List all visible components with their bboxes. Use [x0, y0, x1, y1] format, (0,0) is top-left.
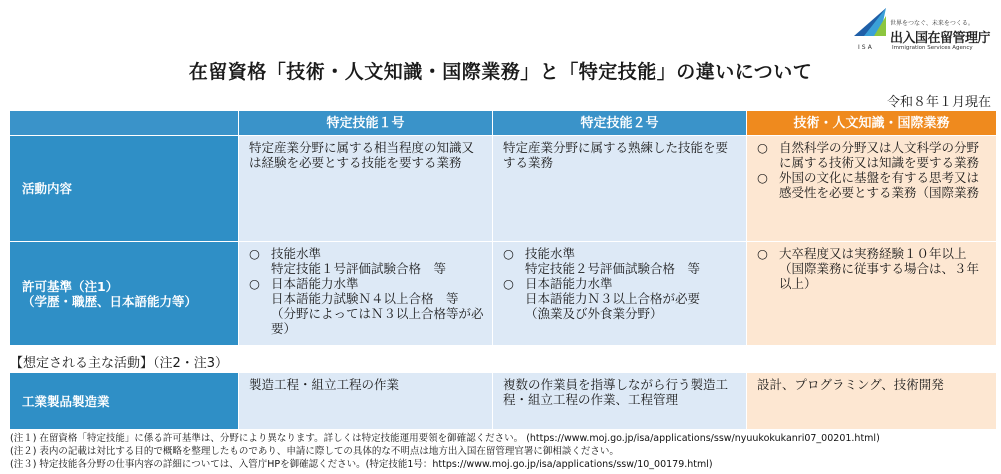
footnote-3: (注３) 特定技能各分野の仕事内容の詳細については、入管庁HPを御確認ください。(特定技能1号：https://www.moj.go.jp/isa/applications/ssw/10_00179.html) [10, 459, 713, 470]
list-item-detail: 日本語能力試験Ｎ４以上合格 等 [271, 291, 459, 306]
table-header-row [10, 111, 996, 136]
list-item-text: 大卒程度又は実務経験１０年以上（国際業務に従事する場合は、３年以上） [779, 246, 980, 291]
footnotes [10, 432, 996, 471]
isa-abbr: ISA [858, 44, 874, 51]
bullet-circle: ○ [249, 276, 260, 291]
list-item-detail: 特定技能１号評価試験合格 等 [271, 261, 447, 276]
list-item-detail: （漁業及び外食業分野） [525, 306, 663, 321]
activity-example-ssw1: 製造工程・組立工程の作業 [239, 373, 493, 430]
bullet-circle: ○ [503, 276, 514, 291]
bullet-circle: ○ [757, 246, 768, 261]
footnote-1: (注１) 在留資格「特定技能」に係る許可基準は、分野により異なります。詳しくは特定技能運用要領を御確認ください。 (https://www.moj.go.jp/isa/applications/ssw/nyuukokukanri07_00201.html) [10, 433, 880, 444]
list-item-text: 技能水準 [271, 246, 322, 261]
page-title: 在留資格「技術・人文知識・国際業務」と「特定技能」の違いについて [188, 61, 813, 83]
as-of-date: 令和８年１月現在 [886, 95, 991, 110]
list-item-text: 日本語能力水準 [271, 276, 359, 291]
table-row-permit [10, 242, 996, 346]
list-item-detail: 特定技能２号評価試験合格 等 [525, 261, 701, 276]
permit-engineer [747, 242, 996, 346]
agency-slogan: 世界をつなぐ、未来をつくる。 [890, 20, 974, 27]
agency-name: 出入国在留管理庁 [890, 31, 991, 46]
list-item-text: 日本語能力水準 [525, 276, 613, 291]
permit-ssw1 [239, 242, 493, 346]
isa-logo-icon [850, 6, 890, 46]
activity-ssw2: 特定産業分野に属する熟練した技能を要する業務 [493, 136, 747, 242]
header-engineer: 技術・人文知識・国際業務 [747, 111, 996, 136]
table-row [10, 373, 996, 430]
list-item [249, 246, 484, 261]
header-ssw2: 特定技能２号 [493, 111, 747, 136]
bullet-circle: ○ [503, 246, 514, 261]
agency-logo [850, 6, 1000, 52]
list-item [249, 276, 484, 291]
list-item [757, 246, 988, 291]
list-item-detail: 日本語能力Ｎ３以上合格が必要 [525, 291, 701, 306]
footnote-2: (注２) 表内の記載は対比する目的で概略を整理したものであり、申請に際しての具体的な不明点は地方出入国在留管理官署に御相談ください。 [10, 446, 619, 457]
row-label-activity: 活動内容 [10, 136, 239, 242]
list-item [757, 140, 988, 170]
header-empty-cell [10, 111, 239, 136]
activity-engineer [747, 136, 996, 242]
bullet-circle: ○ [757, 170, 768, 185]
row-label-permit-line1: 許可基準（注1） [22, 278, 119, 294]
list-item-text: 自然科学の分野又は人文科学の分野に属する技術又は知識を要する業務 [779, 140, 980, 170]
list-item-detail: （分野によってはＮ３以上合格等が必要） [271, 306, 484, 336]
list-item-text: 技能水準 [525, 246, 576, 261]
agency-name-en: Immigration Services Agency [892, 45, 973, 51]
bullet-circle: ○ [757, 140, 768, 155]
row-label-permit-line2: （学歴・職歴、日本語能力等） [22, 293, 198, 309]
activity-example-ssw2: 複数の作業員を指導しながら行う製造工程・組立工程の作業、工程管理 [493, 373, 747, 430]
list-item [503, 276, 738, 291]
header-ssw1: 特定技能１号 [239, 111, 493, 136]
bullet-circle: ○ [249, 246, 260, 261]
comparison-table [10, 111, 996, 346]
permit-ssw2 [493, 242, 747, 346]
list-item-text: 外国の文化に基盤を有する思考又は感受性を必要とする業務（国際業務 [779, 170, 980, 200]
list-item [503, 246, 738, 261]
row-label-permit [10, 242, 239, 346]
row-label-industry: 工業製品製造業 [10, 373, 239, 430]
activity-example-engineer: 設計、プログラミング、技術開発 [747, 373, 996, 430]
activity-ssw1: 特定産業分野に属する相当程度の知識又は経験を必要とする技能を要する業務 [239, 136, 493, 242]
table-row-activity [10, 136, 996, 242]
activities-table [10, 373, 996, 430]
list-item [757, 170, 988, 200]
section-label-activities: 【想定される主な活動】（注2・注3） [10, 356, 229, 371]
